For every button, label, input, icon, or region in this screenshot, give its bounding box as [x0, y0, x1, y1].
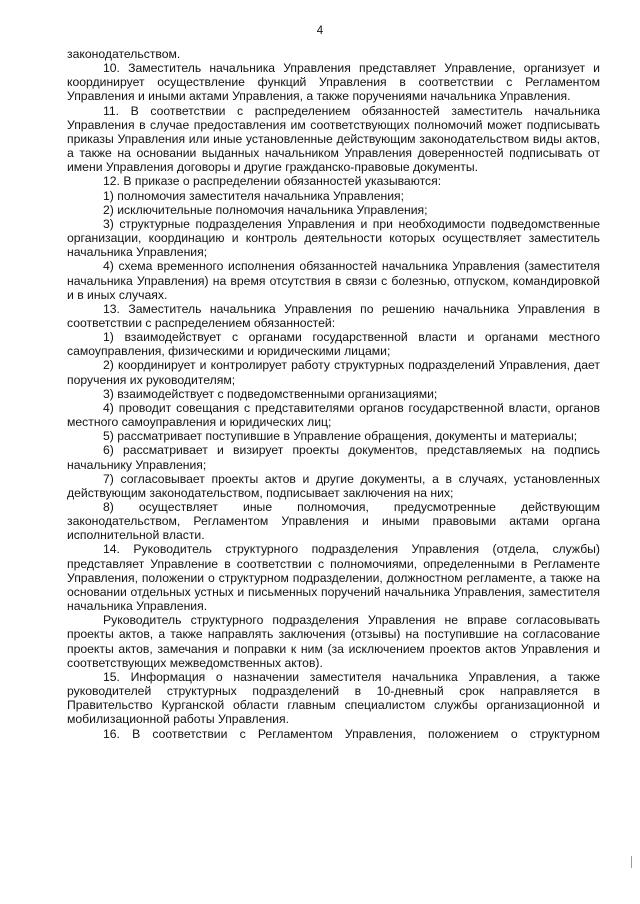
document-body: [67, 47, 600, 741]
paragraph-item-15: 15. Информация о назначении заместителя начальника Управления, а также руководителей структурных подразделений в 10-дневный срок направляется в Правительство Курганской области главным специалистом службы организационной и мобилизационной работы Управления.: [67, 669, 600, 727]
scan-margin-mark: [631, 856, 632, 868]
paragraph-item-11: 11. В соответствии с распределением обязанностей заместитель начальника Управления в случае предоставления им соответствующих полномочий может подписывать приказы Управления или иные установленные действующим законодательством виды актов, а также на основании выданных начальником Управления доверенностей подписывать от имени Управления договоры и другие гражданско-правовые документы.: [67, 103, 600, 175]
paragraph-item-12-4: 4) схема временного исполнения обязанностей начальника Управления (заместителя начальника Управления) на время отсутствия в связи с болезнью, отпуском, командировкой и в иных случаях.: [67, 259, 600, 302]
paragraph-item-13-2: 2) координирует и контролирует работу структурных подразделений Управления, дает поручения их руководителям;: [67, 358, 600, 387]
paragraph-item-14: 14. Руководитель структурного подразделения Управления (отдела, службы) представляет Управление в соответствии с полномочиями, определенными в Регламенте Управления, положении о структурном подразделении, должностном регламенте, а также на основании отдельных устных и письменных поручений начальника Управления, заместителя начальника Управления.: [67, 542, 600, 614]
paragraph-item-10: 10. Заместитель начальника Управления представляет Управление, организует и координирует осуществление функций Управления в соответствии с Регламентом Управления и иными актами Управления, а также поручениями начальника Управления.: [67, 61, 600, 104]
paragraph-item-13-3: 3) взаимодействует с подведомственными организациями;: [103, 386, 438, 401]
paragraph-item-13: 13. Заместитель начальника Управления по решению начальника Управления в соответствии с распределением обязанностей:: [67, 301, 600, 330]
paragraph-item-13-7: 7) согласовывает проекты актов и другие документы, а в случаях, установленных действующим законодательством, подписывает заключения на них;: [67, 471, 600, 500]
paragraph-item-12: 12. В приказе о распределении обязанностей указываются:: [103, 174, 442, 189]
paragraph-item-13-4: 4) проводит совещания с представителями органов государственной власти, органов местного самоуправления и юридических лиц;: [67, 400, 600, 430]
paragraph-item-13-8: 8) осуществляет иные полномочия, предусмотренные действующим законодательством, Регламентом Управления и иными правовыми актами органа исполнительной власти.: [67, 500, 600, 543]
paragraph-item-14-note: Руководитель структурного подразделения Управления не вправе согласовывать проекты актов, а также направлять заключения (отзывы) на поступившие на согласование проекты актов, замечания и поправки к ним (за исключением проектов актов Управления и соответствующих межведомственных актов).: [67, 613, 600, 670]
paragraph-item-16: 16. В соответствии с Регламентом Управления, положением о структурном: [103, 726, 600, 741]
page-number: 4: [316, 25, 324, 37]
paragraph-item-12-1: 1) полномочия заместителя начальника Управления;: [103, 188, 404, 203]
paragraph-item-13-1: 1) взаимодействует с органами государственной власти и органами местного самоуправления, физическими и юридическими лицами;: [67, 330, 600, 359]
paragraph-item-13-5: 5) рассматривает поступившие в Управление обращения, документы и материалы;: [103, 429, 578, 444]
paragraph-item-12-3: 3) структурные подразделения Управления и при необходимости подведомственные организации, координацию и контроль деятельности которых осуществляет заместитель начальника Управления;: [67, 216, 600, 260]
paragraph-continuation: законодательством.: [67, 47, 181, 61]
paragraph-item-13-6: 6) рассматривает и визирует проекты документов, представляемых на подпись начальнику Управления;: [67, 443, 600, 472]
paragraph-item-12-2: 2) исключительные полномочия начальника Управления;: [103, 202, 428, 217]
